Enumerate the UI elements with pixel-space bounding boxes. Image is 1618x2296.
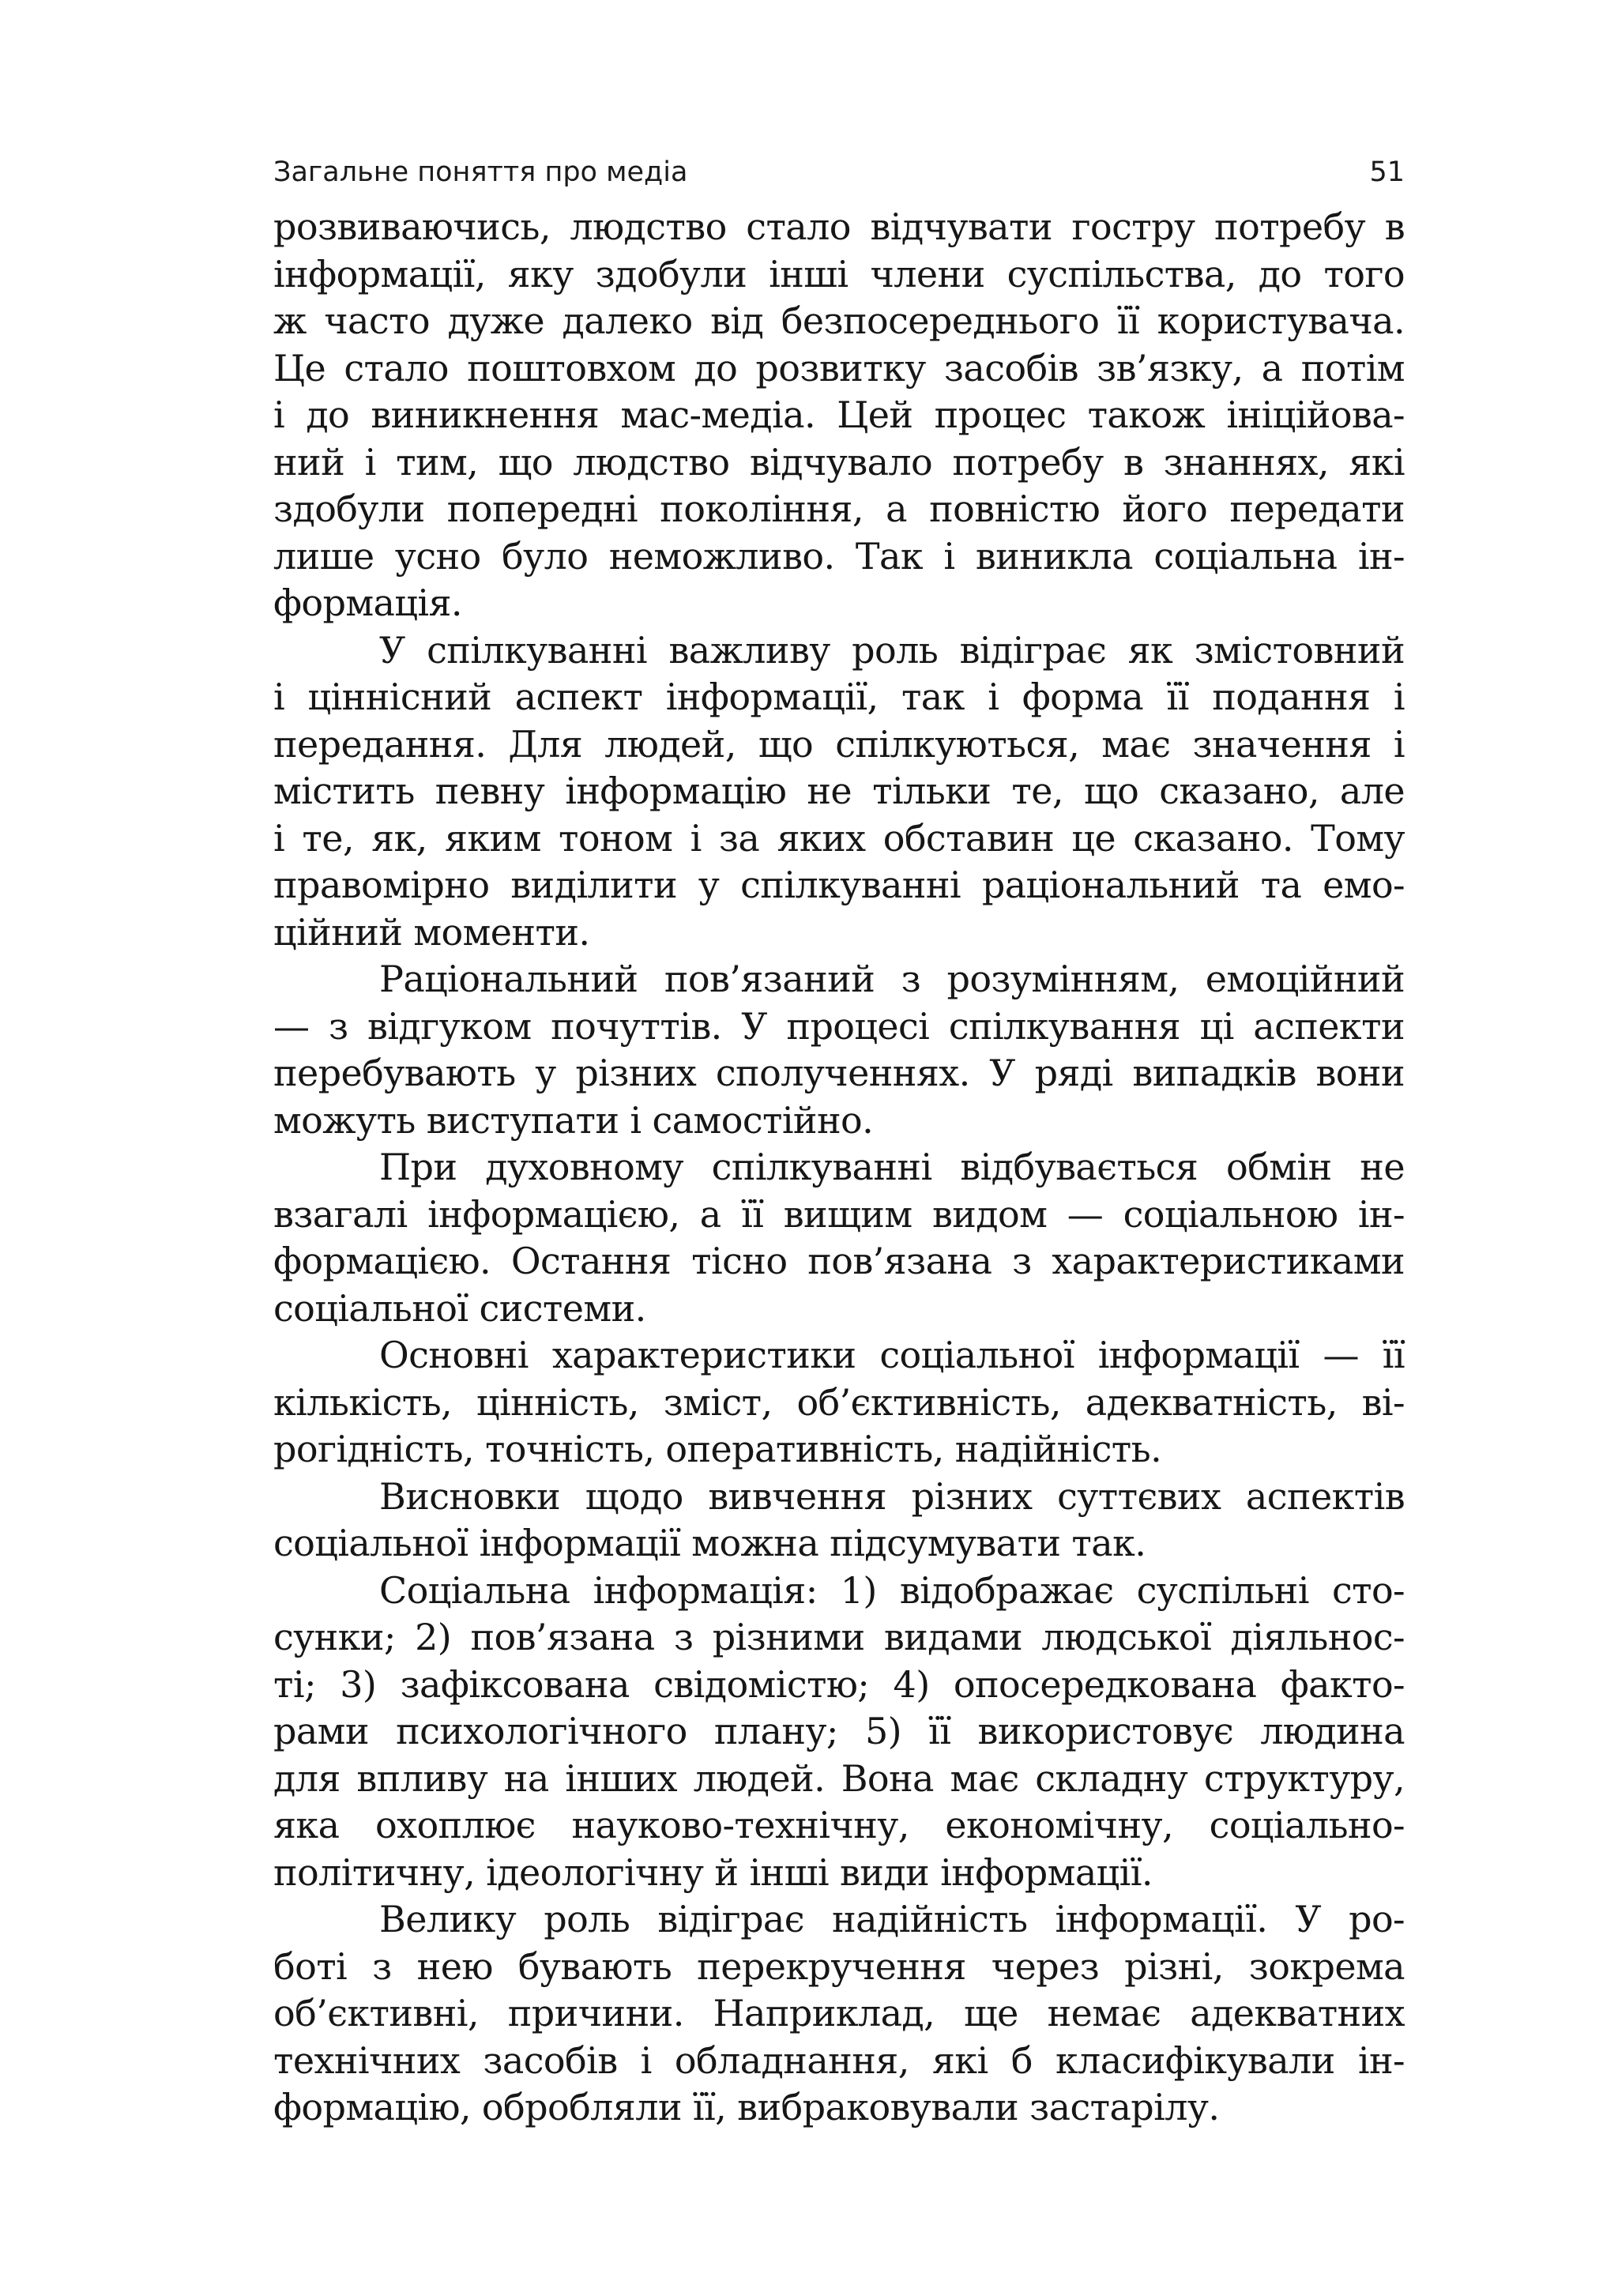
text-line: ж часто дуже далеко від безпосереднього її користувача. <box>273 299 1405 342</box>
text-line: об’єктивні, причини. Наприклад, ще немає адекватних <box>273 1992 1405 2034</box>
text-line: формацією. Остання тісно пов’язана з характеристиками <box>273 1240 1405 1282</box>
text-line: лише усно було неможливо. Так і виникла соціальна ін- <box>273 534 1405 578</box>
text-line: технічних засобів і обладнання, які б класифікували ін- <box>273 2038 1405 2082</box>
text-line: і те, як, яким тоном і за яких обставин це сказано. Тому <box>273 816 1405 860</box>
text-line: ний і тим, що людство відчувало потребу в знаннях, які <box>273 440 1405 484</box>
text-line: можуть виступати і самостійно. <box>273 1098 874 1142</box>
text-line: Велику роль відіграє надійність інформації. У ро- <box>379 1898 1405 1940</box>
text-line: Соціальна інформація: 1) відображає суспільні сто- <box>379 1568 1405 1612</box>
text-line: містить певну інформацію не тільки те, що сказано, але <box>273 770 1405 812</box>
text-line: соціальної системи. <box>273 1286 646 1330</box>
running-header <box>273 149 1405 196</box>
text-line: кількість, цінність, зміст, об’єктивність, адекватність, ві- <box>273 1380 1405 1424</box>
text-line: формацію, обробляли її, вибраковували застарілу. <box>273 2086 1220 2129</box>
text-line: формація. <box>273 582 462 624</box>
text-line: боті з нею бувають перекручення через різні, зокрема <box>273 1944 1405 1988</box>
text-line: правомірно виділити у спілкуванні раціональний та емо- <box>273 864 1405 906</box>
text-line: — з відгуком почуттів. У процесі спілкування ці аспекти <box>273 1004 1405 1048</box>
text-line: передання. Для людей, що спілкуються, має значення і <box>273 722 1405 766</box>
text-line: Основні характеристики соціальної інформації — її <box>379 1334 1405 1376</box>
text-line: соціальної інформації можна підсумувати так. <box>273 1522 1146 1564</box>
page-number: 51 <box>1369 156 1405 188</box>
text-line: Висновки щодо вивчення різних суттєвих аспектів <box>379 1474 1405 1518</box>
text-line: і ціннісний аспект інформації, так і форма її подання і <box>273 676 1405 718</box>
text-line: При духовному спілкуванні відбувається обмін не <box>379 1146 1405 1188</box>
text-line: сунки; 2) пов’язана з різними видами людської діяльнос- <box>273 1616 1405 1658</box>
text-line: здобули попередні покоління, а повністю його передати <box>273 487 1405 530</box>
text-line: ційний моменти. <box>273 910 590 954</box>
running-title: Загальне поняття про медіа <box>273 156 688 188</box>
text-line: і до виникнення мас-медіа. Цей процес також ініційова- <box>273 393 1405 436</box>
text-line: перебувають у різних сполученнях. У ряді випадків вони <box>273 1052 1405 1094</box>
text-line: рами психологічного плану; 5) її використовує людина <box>273 1710 1405 1752</box>
text-line: для впливу на інших людей. Вона має складну структуру, <box>273 1756 1405 1800</box>
text-line: політичну, ідеологічну й інші види інформації. <box>273 1850 1153 1894</box>
text-line: ті; 3) зафіксована свідомістю; 4) опосередкована факто- <box>273 1662 1405 1706</box>
body-text <box>273 204 1405 2132</box>
text-line: рогідність, точність, оперативність, надійність. <box>273 1428 1162 1470</box>
text-line: інформації, яку здобули інші члени суспільства, до того <box>273 252 1405 295</box>
text-line: Раціональний пов’язаний з розумінням, емоційний <box>379 958 1405 1000</box>
text-line: Це стало поштовхом до розвитку засобів зв’язку, а потім <box>273 346 1405 390</box>
text-line: розвиваючись, людство стало відчувати гостру потребу в <box>273 205 1405 248</box>
text-line: У спілкуванні важливу роль відіграє як змістовний <box>379 628 1405 672</box>
text-line: яка охоплює науково-технічну, економічну, соціально- <box>273 1804 1405 1846</box>
text-line: взагалі інформацією, а її вищим видом — соціальною ін- <box>273 1192 1405 1236</box>
